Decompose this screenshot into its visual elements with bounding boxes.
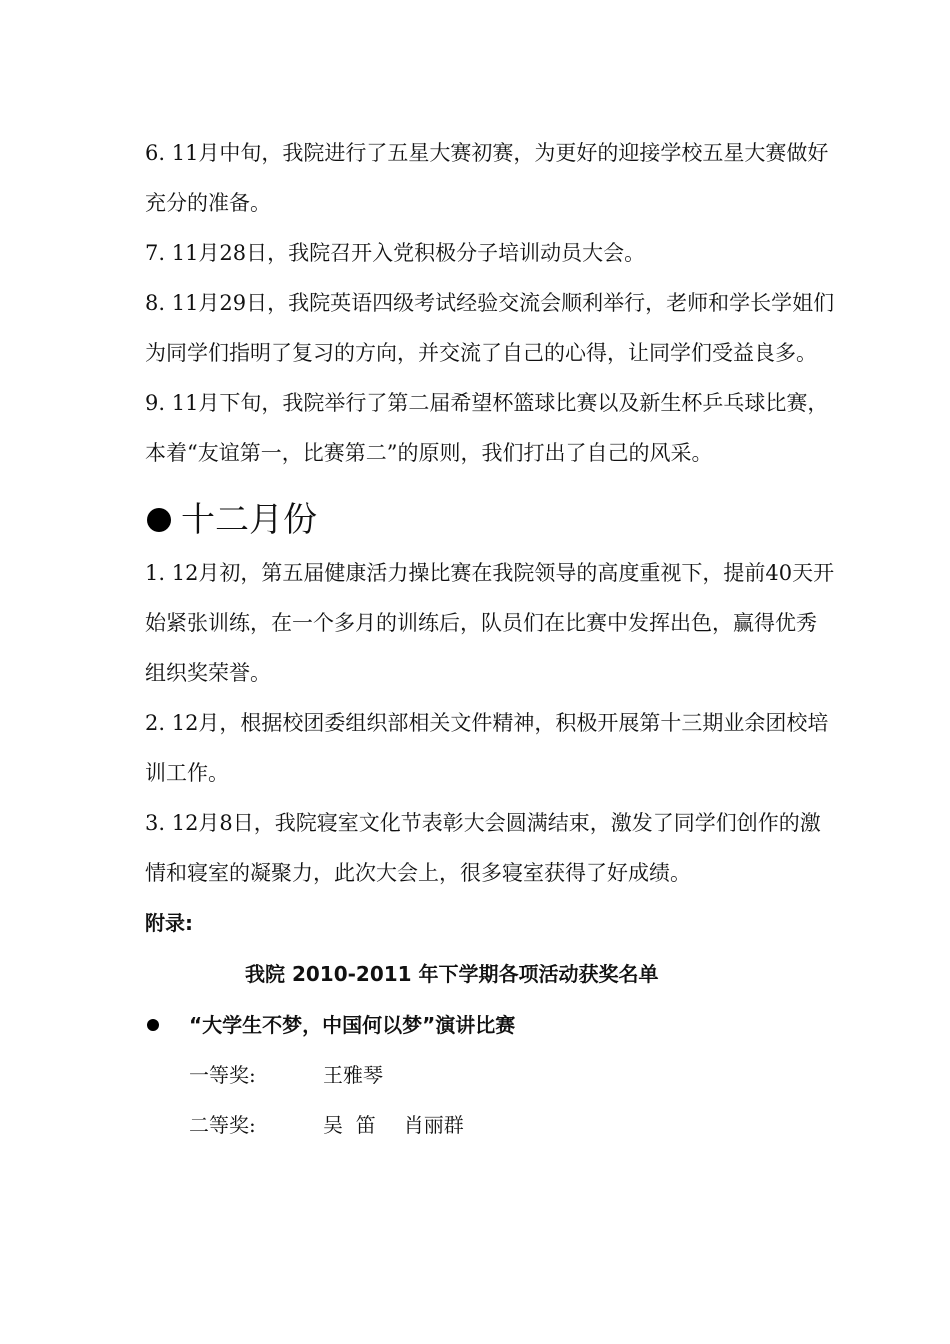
appendix-label: 附录: [145,911,193,935]
contest-heading [145,1000,835,1050]
award-row-second [145,1100,835,1150]
paragraph-nov-9: 9. 11月下旬，我院举行了第二届希望杯篮球比赛以及新生杯乒乓球比赛，本着“友谊第一，比赛第二”的原则，我们打出了自己的风采。 [145,391,829,465]
award-label: 二等奖: [189,1113,256,1137]
paragraph-dec-2: 2. 12月，根据校团委组织部相关文件精神，积极开展第十三期业余团校培训工作。 [145,711,829,785]
section-heading-text: 十二月份 [181,500,317,540]
paragraph-dec-1: 1. 12月初，第五届健康活力操比赛在我院领导的高度重视下，提前40天开始紧张训练，在一个多月的训练后，队员们在比赛中发挥出色，赢得优秀组织奖荣誉。 [145,561,835,685]
bullet-icon [147,508,171,532]
section-heading-december [145,492,835,548]
document-body [145,128,835,1150]
winner-name: 吴 笛 [323,1113,376,1137]
paragraph-nov-8: 8. 11月29日，我院英语四级考试经验交流会顺利举行，老师和学长学姐们为同学们指明了复习的方向，并交流了自己的心得，让同学们受益良多。 [145,291,835,365]
appendix-title: 我院 2010-2011 年下学期各项活动获奖名单 [245,962,659,986]
bullet-icon [147,1019,159,1031]
contest-name: “大学生不梦，中国何以梦”演讲比赛 [189,1013,516,1037]
award-row-first [145,1050,835,1100]
paragraph-dec-3: 3. 12月8日，我院寝室文化节表彰大会圆满结束，激发了同学们创作的激情和寝室的凝聚力，此次大会上，很多寝室获得了好成绩。 [145,811,821,885]
winner-name: 肖丽群 [403,1113,464,1137]
paragraph-nov-6: 6. 11月中旬，我院进行了五星大赛初赛，为更好的迎接学校五星大赛做好充分的准备。 [145,141,829,215]
award-label: 一等奖: [189,1063,256,1087]
winner-name: 王雅琴 [323,1063,383,1087]
paragraph-nov-7: 7. 11月28日，我院召开入党积极分子培训动员大会。 [145,241,646,265]
